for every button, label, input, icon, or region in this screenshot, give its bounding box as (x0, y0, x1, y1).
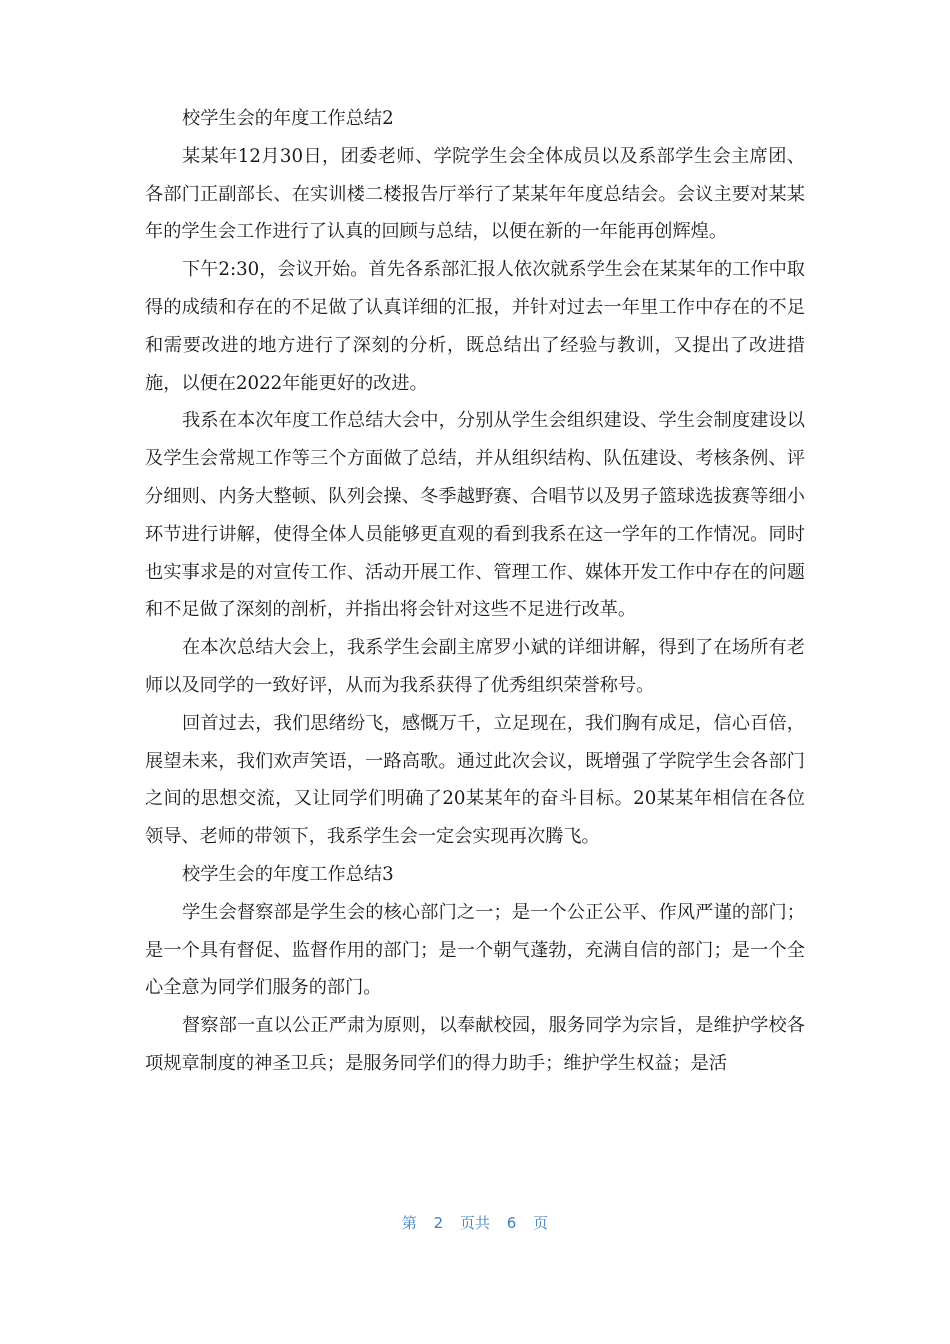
section-heading: 校学生会的年度工作总结3 (182, 863, 394, 885)
footer-total-pages: 6 (506, 1214, 517, 1232)
document-body (145, 100, 805, 1083)
paragraph: 在本次总结大会上，我系学生会副主席罗小斌的详细讲解，得到了在场所有老师以及同学的一致好评，从而为我系获得了优秀组织荣誉称号。 (145, 637, 805, 696)
paragraph: 下午2:30，会议开始。首先各系部汇报人依次就系学生会在某某年的工作中取得的成绩和存在的不足做了认真详细的汇报，并针对过去一年里工作中存在的不足和需要改进的地方进行了深刻的分析，既总结出了经验与教训，又提出了改进措施，以便在2022年能更好的改进。 (145, 259, 805, 394)
page-footer (0, 1212, 950, 1233)
footer-label-end: 页 (533, 1214, 549, 1232)
paragraph: 督察部一直以公正严肃为原则，以奉献校园，服务同学为宗旨，是维护学校各项规章制度的神圣卫兵；是服务同学们的得力助手；维护学生权益；是活 (145, 1015, 805, 1074)
footer-label-of: 页共 (459, 1214, 490, 1232)
paragraph: 我系在本次年度工作总结大会中，分别从学生会组织建设、学生会制度建设以及学生会常规工作等三个方面做了总结，并从组织结构、队伍建设、考核条例、评分细则、内务大整顿、队列会操、冬季越野赛、合唱节以及男子篮球选拔赛等细小环节进行讲解，使得全体人员能够更直观的看到我系在这一学年的工作情况。同时也实事求是的对宣传工作、活动开展工作、管理工作、媒体开发工作中存在的问题和不足做了深刻的剖析，并指出将会针对这些不足进行改革。 (145, 410, 805, 621)
paragraph: 回首过去，我们思绪纷飞，感慨万千，立足现在，我们胸有成足，信心百倍，展望未来，我们欢声笑语，一路高歌。通过此次会议，既增强了学院学生会各部门之间的思想交流，又让同学们明确了20某某年的奋斗目标。20某某年相信在各位领导、老师的带领下，我系学生会一定会实现再次腾飞。 (145, 712, 805, 848)
section-heading: 校学生会的年度工作总结2 (182, 108, 394, 129)
footer-current-page: 2 (433, 1214, 444, 1232)
paragraph: 某某年12月30日，团委老师、学院学生会全体成员以及系部学生会主席团、各部门正副部长、在实训楼二楼报告厅举行了某某年年度总结会。会议主要对某某年的学生会工作进行了认真的回顾与总结，以便在新的一年能再创辉煌。 (145, 145, 805, 243)
paragraph: 学生会督察部是学生会的核心部门之一；是一个公正公平、作风严谨的部门；是一个具有督促、监督作用的部门；是一个朝气蓬勃，充满自信的部门；是一个全心全意为同学们服务的部门。 (145, 901, 805, 999)
footer-label-page: 第 (401, 1214, 417, 1232)
